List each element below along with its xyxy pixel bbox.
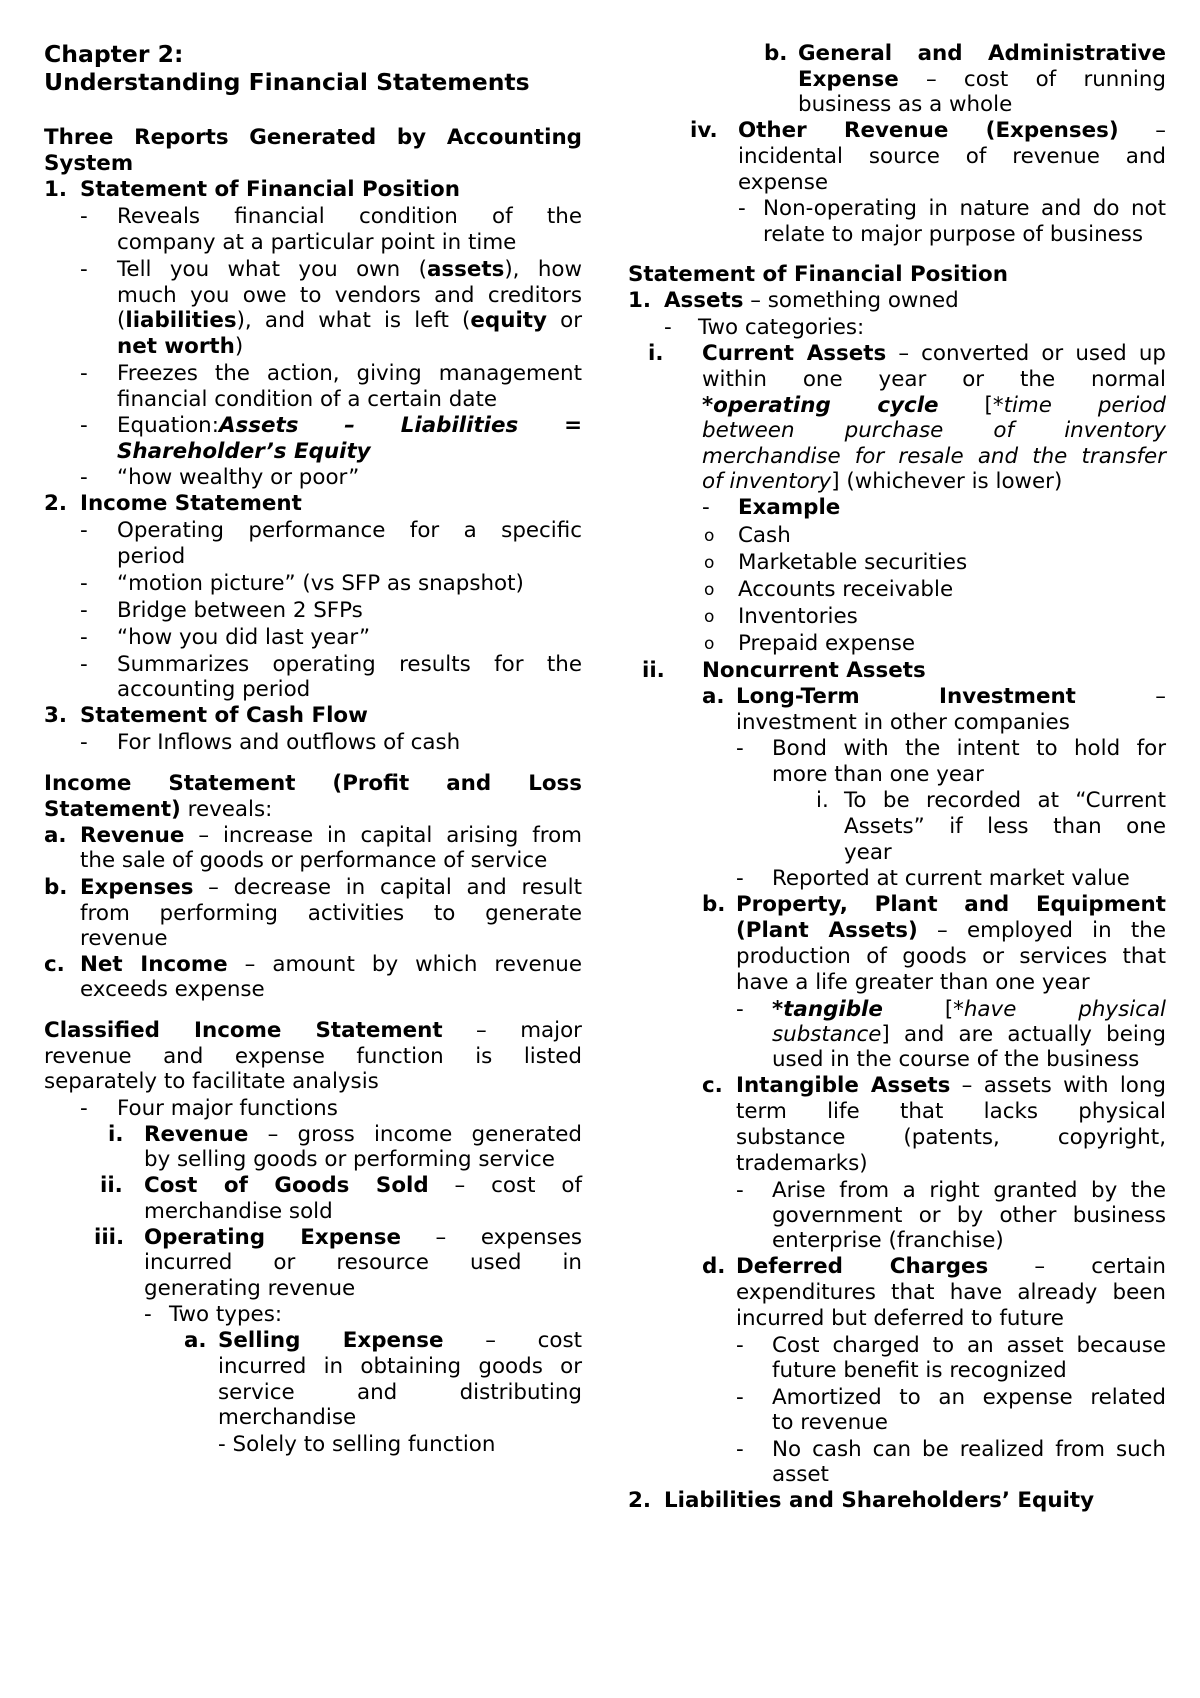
list-item-cont: have a life greater than one year (736, 970, 1090, 995)
list-item-cont: substance] and are actually being (772, 1022, 1166, 1047)
list-item-cont: incurred but deferred to future (736, 1306, 1064, 1331)
list-item-cont: substance (patents, copyright, (736, 1125, 1166, 1150)
list-item: 1. Assets – something owned (628, 288, 959, 313)
list-item-cont: incurred in obtaining goods or (218, 1354, 582, 1379)
list-item-cont: revenue (80, 926, 168, 951)
list-item-cont: exceeds expense (80, 977, 265, 1002)
list-item: - Four major functions (80, 1096, 338, 1121)
list-item-cont: enterprise (franchise) (772, 1228, 1004, 1253)
list-item-cont: future benefit is recognized (772, 1358, 1067, 1383)
list-item: - Two types: (144, 1302, 283, 1327)
list-item-cont: from performing activities to generate (80, 901, 582, 926)
list-item-cont: expenditures that have already been (736, 1280, 1166, 1305)
list-item-cont: year (844, 840, 892, 865)
list-item-cont: between purchase of inventory (702, 418, 1166, 443)
list-item: - “how you did last year” (80, 625, 371, 650)
list-item-cont: government or by other business (772, 1203, 1166, 1228)
paragraph-line: revenue and expense function is listed (44, 1044, 582, 1069)
page-title: Understanding Financial Statements (44, 68, 530, 96)
list-item-cont: service and distributing (218, 1380, 582, 1405)
section-heading-sfp: Statement of Financial Position (628, 262, 1008, 287)
list-item: ii. Noncurrent Assets (642, 658, 926, 683)
list-item-cont: - Solely to selling function (218, 1432, 496, 1457)
list-item-cont: period (117, 544, 186, 569)
list-item-cont: accounting period (117, 677, 311, 702)
section-heading-three-reports-cont: System (44, 151, 134, 176)
list-item-cont: used in the course of the business (772, 1047, 1140, 1072)
list-item-cont: investment in other companies (736, 710, 1070, 735)
list-item-cont: within one year or the normal (702, 367, 1166, 392)
list-item: o Accounts receivable (704, 577, 954, 602)
list-item-cont: production of goods or services that (736, 944, 1166, 969)
list-item: - For Inflows and outflows of cash (80, 730, 461, 755)
list-item: 2. Liabilities and Shareholders’ Equity (628, 1488, 1095, 1513)
list-item: - Example (702, 495, 841, 520)
list-item-cont: much you owe to vendors and creditors (117, 283, 582, 308)
list-item: o Inventories (704, 604, 858, 629)
list-item: - Two categories: (664, 315, 865, 340)
list-item-cont: company at a particular point in time (117, 230, 517, 255)
list-item-cont: more than one year (772, 762, 984, 787)
section-heading-income-statement: Income Statement (Profit and Loss (44, 771, 582, 796)
list-item-cont: generating revenue (144, 1276, 356, 1301)
list-item-cont: financial condition of a certain date (117, 387, 498, 412)
list-item-cont: Expense – cost of running (798, 67, 1166, 92)
list-number: 1. (44, 177, 68, 202)
chapter-label: Chapter 2: (44, 40, 184, 68)
list-item-cont: merchandise for resale and the transfer (702, 444, 1166, 469)
list-item: - “how wealthy or poor” (80, 465, 360, 490)
list-item-cont: incidental source of revenue and (738, 144, 1166, 169)
equation-cont: Shareholder’s Equity (117, 439, 371, 464)
list-item: o Marketable securities (704, 550, 968, 575)
list-item-cont: merchandise (218, 1405, 357, 1430)
section-heading-classified: Classified Income Statement – major (44, 1018, 582, 1043)
report-1-title: 1. Statement of Financial Position (44, 177, 460, 202)
list-item-cont: net worth) (117, 334, 244, 359)
list-item: - “motion picture” (vs SFP as snapshot) (80, 571, 524, 596)
list-item-cont: (liabilities), and what is left (equity or (117, 308, 582, 333)
list-item-cont: to revenue (772, 1410, 888, 1435)
list-item-cont: business as a whole (798, 92, 1013, 117)
list-item-cont: *operating cycle [*time period (702, 393, 1166, 418)
list-item: - Reported at current market value (736, 866, 1130, 891)
list-item: o Cash (704, 523, 791, 548)
paragraph-line: separately to facilitate analysis (44, 1069, 379, 1094)
list-item-cont: Assets” if less than one (844, 814, 1166, 839)
list-item-cont: by selling goods or performing service (144, 1147, 555, 1172)
report-3-title: 3. Statement of Cash Flow (44, 703, 368, 728)
list-item: o Prepaid expense (704, 631, 916, 656)
section-heading-three-reports: Three Reports Generated by Accounting (44, 125, 582, 150)
list-item-cont: trademarks) (736, 1151, 868, 1176)
section-heading-income-statement-cont: Statement) reveals: (44, 797, 273, 822)
list-item-cont: asset (772, 1462, 829, 1487)
list-item-cont: relate to major purpose of business (763, 222, 1144, 247)
report-2-title: 2. Income Statement (44, 491, 302, 516)
list-item-cont: (Plant Assets) – employed in the (736, 918, 1166, 943)
list-item-cont: expense (738, 170, 829, 195)
list-item-cont: merchandise sold (144, 1199, 333, 1224)
list-item-cont: incurred or resource used in (144, 1250, 582, 1275)
list-item-cont: the sale of goods or performance of service (80, 848, 548, 873)
list-item: - Bridge between 2 SFPs (80, 598, 363, 623)
list-item-cont: of inventory] (whichever is lower) (702, 469, 1063, 494)
list-item-cont: term life that lacks physical (736, 1099, 1166, 1124)
